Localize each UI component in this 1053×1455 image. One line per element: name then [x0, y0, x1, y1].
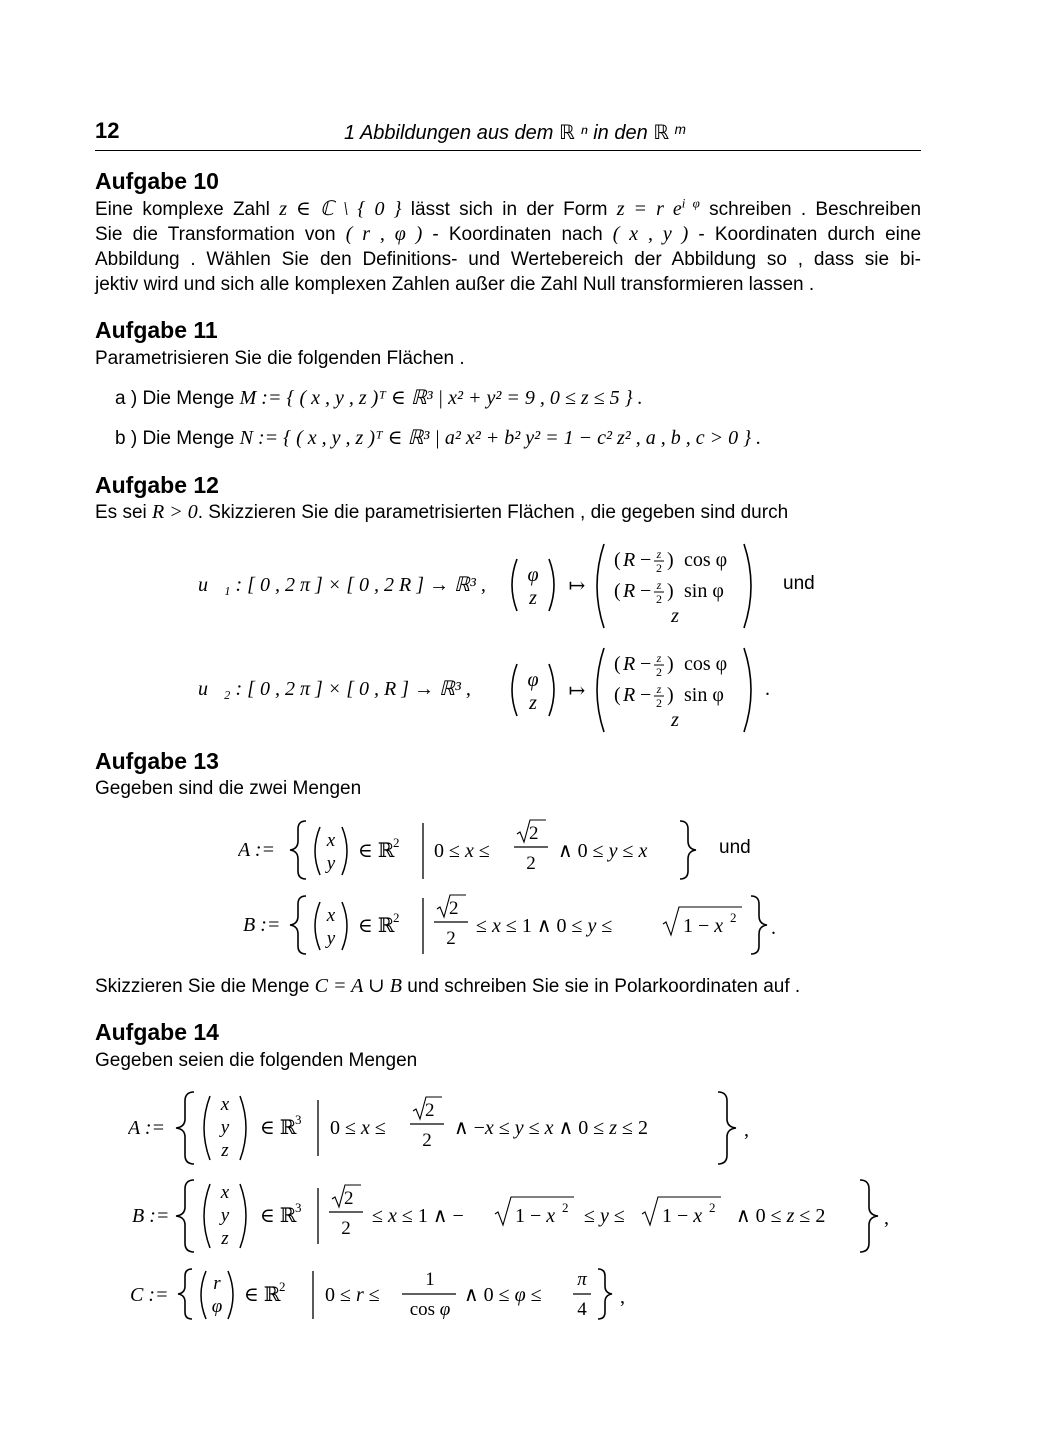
svg-text:2: 2 [656, 665, 662, 679]
svg-text:2: 2 [526, 853, 536, 874]
svg-text:(: ( [614, 653, 621, 675]
svg-text:2: 2 [449, 898, 459, 919]
svg-text:1 − x: 1 − x [683, 915, 724, 937]
svg-text:): ) [667, 580, 674, 602]
header-rule [95, 150, 921, 151]
svg-text:R: R [623, 653, 636, 675]
svg-text:φ: φ [211, 1296, 223, 1317]
svg-text:x: x [326, 830, 336, 851]
svg-text:B :=: B := [132, 1205, 170, 1227]
svg-text:x: x [220, 1094, 230, 1115]
svg-text:2: 2 [425, 1100, 435, 1121]
svg-text:2: 2 [709, 1200, 716, 1215]
svg-text:2: 2 [562, 1200, 569, 1215]
set-A14-definition [128, 1088, 768, 1168]
svg-text:R: R [623, 580, 636, 602]
svg-text:sin φ: sin φ [684, 684, 724, 706]
svg-text:(: ( [614, 580, 621, 602]
svg-text:∧ 0 ≤ y ≤ x: ∧ 0 ≤ y ≤ x [558, 840, 648, 862]
svg-text:cos φ: cos φ [684, 653, 728, 675]
svg-text:∈ ℝ: ∈ ℝ [358, 840, 395, 862]
svg-text:∈ ℝ: ∈ ℝ [358, 915, 395, 937]
svg-text:y: y [326, 853, 336, 874]
exercise-13-intro: Gegeben sind die zwei Mengen [95, 778, 362, 799]
u2-argument-vector [505, 660, 585, 720]
svg-text:z: z [671, 605, 679, 627]
svg-text:2: 2 [656, 561, 662, 575]
svg-text:2: 2 [393, 835, 400, 850]
svg-text:φ: φ [527, 669, 539, 691]
svg-text:): ) [667, 684, 674, 706]
svg-text:2: 2 [344, 1188, 354, 1209]
exercise-14-title: Aufgabe 14 [95, 1019, 219, 1045]
exercise-10-body [95, 197, 921, 297]
svg-text:z: z [529, 587, 537, 609]
svg-text:≤ y ≤: ≤ y ≤ [584, 1205, 625, 1227]
page-number: 12 [95, 118, 120, 143]
svg-text:(: ( [614, 684, 621, 706]
svg-text:y: y [220, 1117, 230, 1138]
u2-period: . [765, 678, 770, 700]
svg-text:2: 2 [656, 696, 662, 710]
svg-text:4: 4 [577, 1299, 587, 1320]
chapter-running-head: 1 Abbildungen aus dem ℝ ⁿ in den ℝ ᵐ [344, 122, 685, 144]
svg-text:sin φ: sin φ [684, 580, 724, 602]
exercise-10-line-4: jektiv wird und sich alle komplexen Zahlen außer die Zahl Null transformieren lassen . [95, 274, 815, 295]
svg-text:x: x [326, 905, 336, 926]
svg-text:z: z [656, 578, 662, 592]
svg-text:R: R [623, 549, 636, 571]
u1-und: und [783, 573, 815, 594]
svg-text:z: z [656, 651, 662, 665]
u2-result-vector [592, 644, 762, 736]
u1-mapping: u⃗₁ : [ 0 , 2 π ] × [ 0 , 2 R ] → ℝ³ , [198, 574, 486, 596]
svg-text:): ) [667, 549, 674, 571]
svg-text:,: , [620, 1286, 625, 1308]
svg-text:1: 1 [425, 1269, 435, 1290]
svg-text:): ) [667, 653, 674, 675]
svg-text:y: y [220, 1205, 230, 1226]
svg-text:2: 2 [656, 592, 662, 606]
u2-mapping: u⃗₂ : [ 0 , 2 π ] × [ 0 , R ] → ℝ³ , [198, 678, 471, 700]
svg-text:2: 2 [446, 928, 456, 949]
exercise-11-intro: Parametrisieren Sie die folgenden Flächen . [95, 348, 465, 369]
svg-text:3: 3 [295, 1112, 302, 1127]
svg-text:R: R [623, 684, 636, 706]
svg-text:2: 2 [393, 910, 400, 925]
svg-text:−: − [640, 653, 652, 675]
svg-text:cos φ: cos φ [684, 549, 728, 571]
svg-text:0 ≤ x ≤: 0 ≤ x ≤ [434, 840, 490, 862]
svg-text:x: x [220, 1182, 230, 1203]
svg-text:r: r [213, 1273, 221, 1294]
svg-text:B :=: B := [243, 914, 281, 936]
exercise-10-line-3: Abbildung . Wählen Sie den Definitions- und Wertebereich der Abbildung so , dass sie bi- [95, 249, 921, 270]
exercise-13-task: Skizzieren Sie die Menge C = A ∪ B und schreiben Sie sie in Polarkoordinaten auf . [95, 975, 801, 997]
svg-text:C :=: C := [130, 1284, 169, 1306]
svg-text:π: π [577, 1269, 587, 1290]
svg-text:∧ 0 ≤ z ≤ 2: ∧ 0 ≤ z ≤ 2 [736, 1205, 826, 1227]
u1-argument-vector [505, 555, 585, 615]
exercise-11-title: Aufgabe 11 [95, 317, 218, 343]
exercise-14-intro: Gegeben seien die folgenden Mengen [95, 1050, 418, 1071]
svg-text:∈ ℝ: ∈ ℝ [260, 1117, 297, 1139]
svg-text:2: 2 [422, 1130, 432, 1151]
exercise-10-line-2: Sie die Transformation von ( r , φ ) - Koordinaten nach ( x , y ) - Koordinaten durch eine [95, 223, 922, 245]
svg-text:∧ −x ≤ y ≤ x ∧ 0 ≤ z ≤ 2: ∧ −x ≤ y ≤ x ∧ 0 ≤ z ≤ 2 [454, 1117, 648, 1139]
svg-text:A :=: A := [128, 1117, 166, 1139]
u1-result-vector [592, 540, 762, 632]
svg-text:3: 3 [295, 1200, 302, 1215]
svg-text:↦: ↦ [568, 575, 585, 597]
svg-text:−: − [640, 684, 652, 706]
exercise-10-title: Aufgabe 10 [95, 168, 219, 194]
exercise-12-intro: Es sei R > 0. Skizzieren Sie die parametrisierten Flächen , die gegeben sind durch [95, 501, 789, 523]
set-C14-definition [130, 1265, 650, 1325]
svg-text:2: 2 [529, 823, 539, 844]
exercise-11-item-a: a ) Die Menge M := { ( x , y , z )ᵀ ∈ ℝ³ | x² + y² = 9 , 0 ≤ z ≤ 5 } . [115, 387, 643, 409]
svg-text:2: 2 [730, 910, 737, 925]
svg-text:0 ≤ r ≤: 0 ≤ r ≤ [325, 1284, 380, 1306]
set-B14-definition [132, 1176, 912, 1256]
svg-text:∈ ℝ: ∈ ℝ [244, 1284, 281, 1306]
svg-text:z: z [221, 1228, 229, 1249]
svg-text:z: z [656, 547, 662, 561]
svg-text:0 ≤ x ≤: 0 ≤ x ≤ [330, 1117, 386, 1139]
svg-text:φ: φ [527, 564, 539, 586]
svg-text:≤ x ≤ 1 ∧ −: ≤ x ≤ 1 ∧ − [372, 1205, 464, 1227]
svg-text:∈ ℝ: ∈ ℝ [260, 1205, 297, 1227]
set-A-und: und [719, 837, 751, 858]
svg-text:2: 2 [341, 1218, 351, 1239]
set-A-definition [238, 815, 708, 885]
svg-text:cos φ: cos φ [409, 1299, 451, 1320]
svg-text:z: z [529, 692, 537, 714]
exercise-10-line-1: Eine komplexe Zahl z ∈ ℂ \ { 0 } lässt sich in der Form z = r $e^{i \varphi}$ schreiben . Beschreiben [95, 195, 922, 220]
svg-text:1 − x: 1 − x [662, 1205, 703, 1227]
svg-text:2: 2 [279, 1279, 286, 1294]
svg-text:↦: ↦ [568, 680, 585, 702]
svg-text:,: , [884, 1207, 889, 1229]
svg-text:−: − [640, 580, 652, 602]
svg-text:.: . [771, 917, 776, 939]
svg-text:−: − [640, 549, 652, 571]
svg-text:≤ x ≤ 1 ∧ 0 ≤ y ≤: ≤ x ≤ 1 ∧ 0 ≤ y ≤ [476, 915, 613, 937]
svg-text:,: , [744, 1119, 749, 1141]
exercise-12-title: Aufgabe 12 [95, 472, 219, 498]
svg-text:z: z [656, 682, 662, 696]
svg-text:1 − x: 1 − x [515, 1205, 556, 1227]
set-B-definition [243, 890, 783, 962]
svg-text:(: ( [614, 549, 621, 571]
svg-text:z: z [221, 1140, 229, 1161]
exercise-11-item-b: b ) Die Menge N := { ( x , y , z )ᵀ ∈ ℝ³ | a² x² + b² y² = 1 − c² z² , a , b , c > 0 } . [115, 427, 762, 449]
svg-text:y: y [326, 928, 336, 949]
svg-text:A :=: A := [238, 839, 276, 861]
svg-text:∧ 0 ≤ φ ≤: ∧ 0 ≤ φ ≤ [464, 1284, 542, 1306]
exercise-13-title: Aufgabe 13 [95, 748, 219, 774]
svg-text:z: z [671, 709, 679, 731]
